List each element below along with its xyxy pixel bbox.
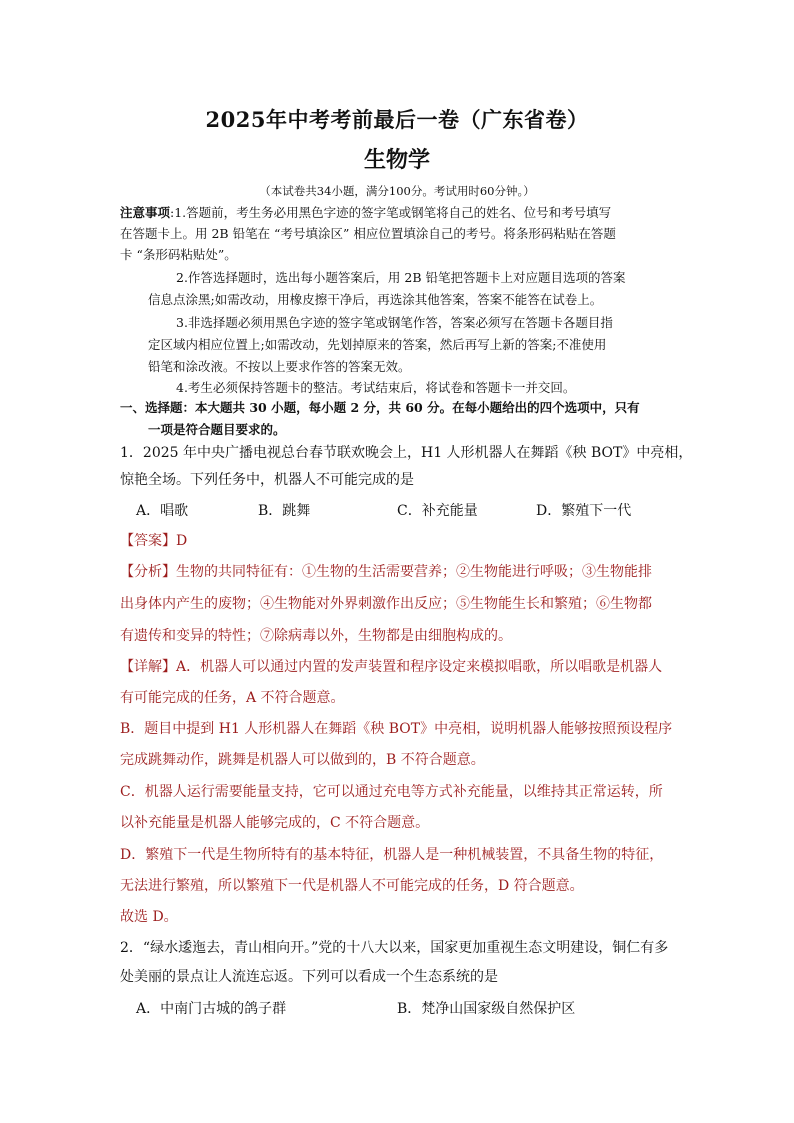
q1-detail-line-6: 以补充能量是机器人能够完成的，C 不符合题意。 bbox=[120, 815, 430, 831]
detail-label: 【详解】 bbox=[120, 659, 176, 675]
notice-line-1: 注意事项:1.答题前，考生务必用黑色字迹的签字笔或钢笔将自己的姓名、位号和考号填写 bbox=[120, 205, 612, 220]
q1-detail-line-7: D．繁殖下一代是生物所特有的基本特征，机器人是一种机械装置，不具备生物的特征， bbox=[120, 847, 664, 863]
notice-line-7: 定区域内相应位置上;如需改动，先划掉原来的答案，然后再写上新的答案;不准使用 bbox=[148, 337, 607, 352]
section-heading-line-1: 一、选择题：本大题共 30 小题，每小题 2 分，共 60 分。在每小题给出的四个选项中，只有 bbox=[120, 400, 640, 415]
q2-option-b: B．梵净山国家级自然保护区 bbox=[397, 1001, 576, 1017]
analysis-label: 【分析】 bbox=[120, 564, 176, 580]
q1-answer bbox=[120, 530, 187, 550]
q1-analysis-line-3: 有遗传和变异的特性；⑦除病毒以外，生物都是由细胞构成的。 bbox=[120, 628, 512, 644]
q2-stem-line-1: 2．“绿水逶迤去，青山相向开。”党的十八大以来，国家更加重视生态文明建设，铜仁有多 bbox=[120, 940, 669, 956]
section-heading-line-2: 一项是符合题目要求的。 bbox=[148, 422, 286, 437]
notice-label: 注意事项 bbox=[120, 205, 171, 220]
subject-title: 生物学 bbox=[363, 147, 430, 173]
q1-option-d: D．繁殖下一代 bbox=[536, 503, 632, 519]
notice-line-3: 卡 “条形码粘贴处”。 bbox=[120, 247, 237, 262]
q1-detail-line-5: C．机器人运行需要能量支持，它可以通过充电等方式补充能量，以维持其正常运转，所 bbox=[120, 784, 663, 800]
answer-value: D bbox=[176, 533, 188, 549]
notice-line-2: 在答题卡上。用 2B 铅笔在 “考号填涂区” 相应位置填涂自己的考号。将条形码粘贴在答题 bbox=[120, 226, 616, 241]
q2-stem-line-2: 处美丽的景点让人流连忘返。下列可以看成一个生态系统的是 bbox=[120, 969, 498, 985]
q1-stem-line-1: 1．2025 年中央广播电视总台春节联欢晚会上，H1 人形机器人在舞蹈《秧 BOT》中亮相， bbox=[120, 445, 693, 461]
q1-stem-line-2: 惊艳全场。下列任务中，机器人不可能完成的是 bbox=[120, 472, 414, 488]
notice-line-6: 3.非选择题必须用黑色字迹的签字笔或钢笔作答，答案必须写在答题卡各题目指 bbox=[176, 315, 613, 330]
exam-title: 2025年中考考前最后一卷（广东省卷） bbox=[205, 107, 589, 132]
q1-option-b: B．跳舞 bbox=[258, 503, 311, 519]
q2-option-a: A．中南门古城的鸽子群 bbox=[136, 1001, 287, 1017]
notice-line-8: 铅笔和涂改液。不按以上要求作答的答案无效。 bbox=[148, 359, 411, 374]
answer-label: 【答案】 bbox=[120, 533, 176, 549]
q1-detail-line-3: B．题目中提到 H1 人形机器人在舞蹈《秧 BOT》中亮相，说明机器人能够按照预设程序 bbox=[120, 721, 673, 737]
notice-line-9: 4.考生必须保持答题卡的整洁。考试结束后，将试卷和答题卡一并交回。 bbox=[176, 380, 576, 395]
q1-detail-line-9: 故选 D。 bbox=[120, 909, 178, 925]
notice-line-5: 信息点涂黑;如需改动，用橡皮擦干净后，再选涂其他答案，答案不能答在试卷上。 bbox=[148, 292, 603, 307]
q1-option-a: A．唱歌 bbox=[136, 503, 189, 519]
notice-line-4: 2.作答选择题时，选出每小题答案后，用 2B 铅笔把答题卡上对应题目选项的答案 bbox=[176, 270, 626, 285]
q1-detail-line-2: 有可能完成的任务，A 不符合题意。 bbox=[120, 690, 345, 706]
q1-detail-line-1: 【详解】A．机器人可以通过内置的发声装置和程序设定来模拟唱歌，所以唱歌是机器人 bbox=[120, 659, 663, 675]
q1-analysis-line-2: 出身体内产生的废物；④生物能对外界刺激作出反应；⑤生物能生长和繁殖；⑥生物都 bbox=[120, 596, 652, 612]
q1-detail-line-8: 无法进行繁殖，所以繁殖下一代是机器人不可能完成的任务，D 符合题意。 bbox=[120, 878, 584, 894]
q1-option-c: C．补充能量 bbox=[397, 503, 478, 519]
exam-note: （本试卷共34小题，满分100分。考试用时60分钟。） bbox=[259, 184, 535, 198]
q1-detail-line-4: 完成跳舞动作，跳舞是机器人可以做到的，B 不符合题意。 bbox=[120, 752, 485, 768]
q1-analysis-line-1: 【分析】生物的共同特征有：①生物的生活需要营养；②生物能进行呼吸；③生物能排 bbox=[120, 564, 652, 580]
